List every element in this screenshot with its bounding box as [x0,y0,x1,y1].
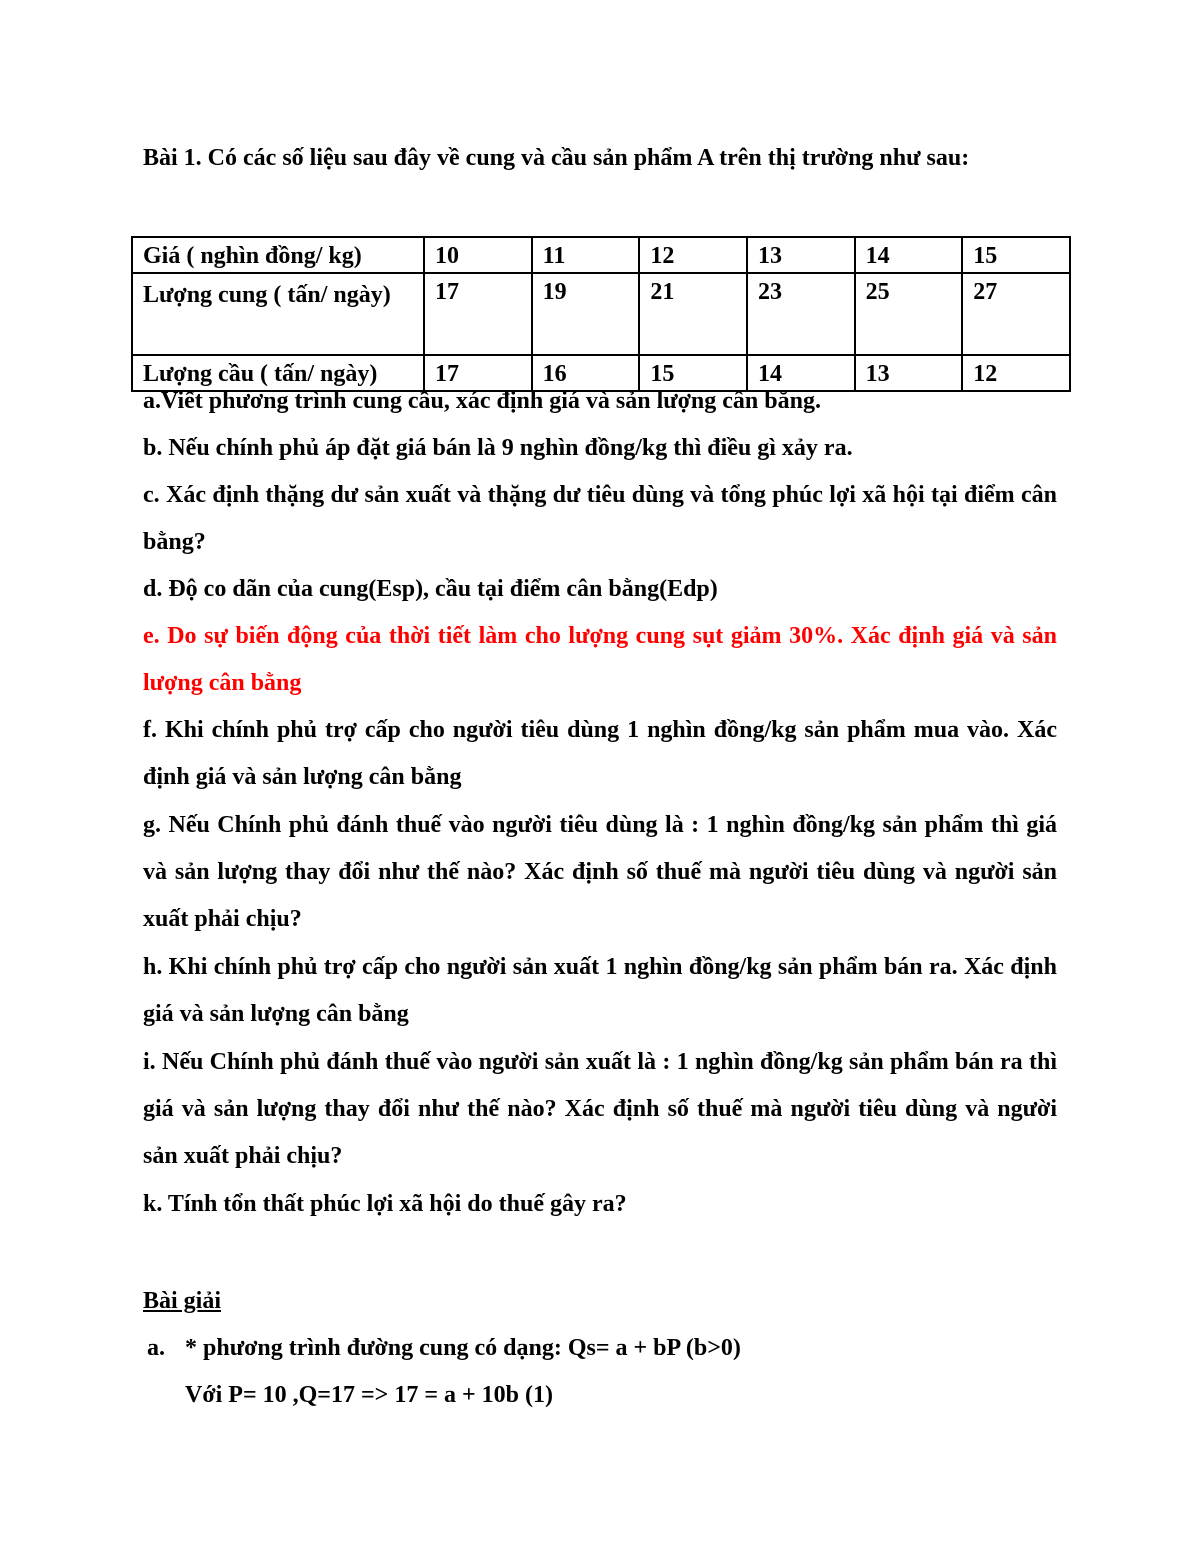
table-cell: 21 [639,273,747,355]
question-a: a.Viết phương trình cung cầu, xác định giá và sản lượng cân bằng. [143,388,821,414]
table-cell: 12 [639,237,747,273]
table-cell: 16 [532,355,640,391]
question-c: c. Xác định thặng dư sản xuất và thặng dư tiêu dùng và tổng phúc lợi xã hội tại điểm cân bằng? [143,482,1057,555]
table-cell-label: Lượng cầu ( tấn/ ngày) [132,355,424,391]
table-cell-label: Giá ( nghìn đồng/ kg) [132,237,424,273]
table-cell: 10 [424,237,532,273]
table-cell: 27 [962,273,1070,355]
table-cell: 13 [747,237,855,273]
supply-demand-table [131,236,1071,392]
question-d: d. Độ co dãn của cung(Esp), cầu tại điểm cân bằng(Edp) [143,576,718,602]
table-cell: 25 [855,273,963,355]
table-cell: 17 [424,355,532,391]
table-row-price [132,237,1070,273]
question-b: b. Nếu chính phủ áp đặt giá bán là 9 nghìn đồng/kg thì điều gì xảy ra. [143,435,853,461]
table-cell: 15 [962,237,1070,273]
table-cell: 23 [747,273,855,355]
table-cell: 11 [532,237,640,273]
table-cell: 14 [747,355,855,391]
question-e: e. Do sự biến động của thời tiết làm cho lượng cung sụt giảm 30%. Xác định giá và sản lượng cân bằng [143,623,1057,696]
question-i: i. Nếu Chính phủ đánh thuế vào người sản xuất là : 1 nghìn đồng/kg sản phẩm bán ra thì giá và sản lượng thay đổi như thế nào? Xác định số thuế mà người tiêu dùng và người sản xuất phải chịu? [143,1049,1057,1169]
solution-heading: Bài giải [143,1288,222,1314]
exercise-intro: Bài 1. Có các số liệu sau đây về cung và cầu sản phẩm A trên thị trường như sau: [143,145,970,171]
table-cell: 12 [962,355,1070,391]
question-k: k. Tính tổn thất phúc lợi xã hội do thuế gây ra? [143,1191,627,1217]
table-cell: 13 [855,355,963,391]
table-row-supply [132,273,1070,355]
table-cell: 19 [532,273,640,355]
table-cell: 15 [639,355,747,391]
question-h: h. Khi chính phủ trợ cấp cho người sản xuất 1 nghìn đồng/kg sản phẩm bán ra. Xác định giá và sản lượng cân bằng [143,954,1057,1027]
table-cell: 17 [424,273,532,355]
table-cell: 14 [855,237,963,273]
solution-item-a-line2: Với P= 10 ,Q=17 => 17 = a + 10b (1) [185,1382,554,1408]
question-g: g. Nếu Chính phủ đánh thuế vào người tiêu dùng là : 1 nghìn đồng/kg sản phẩm thì giá và sản lượng thay đổi như thế nào? Xác định số thuế mà người tiêu dùng và người sản xuất phải chịu? [143,812,1057,932]
solution-item-a-label: a. [147,1335,165,1361]
table-cell-label: Lượng cung ( tấn/ ngày) [132,273,424,355]
solution-item-a-line1: * phương trình đường cung có dạng: Qs= a + bP (b>0) [185,1335,741,1361]
question-f: f. Khi chính phủ trợ cấp cho người tiêu dùng 1 nghìn đồng/kg sản phẩm mua vào. Xác định giá và sản lượng cân bằng [143,717,1057,790]
